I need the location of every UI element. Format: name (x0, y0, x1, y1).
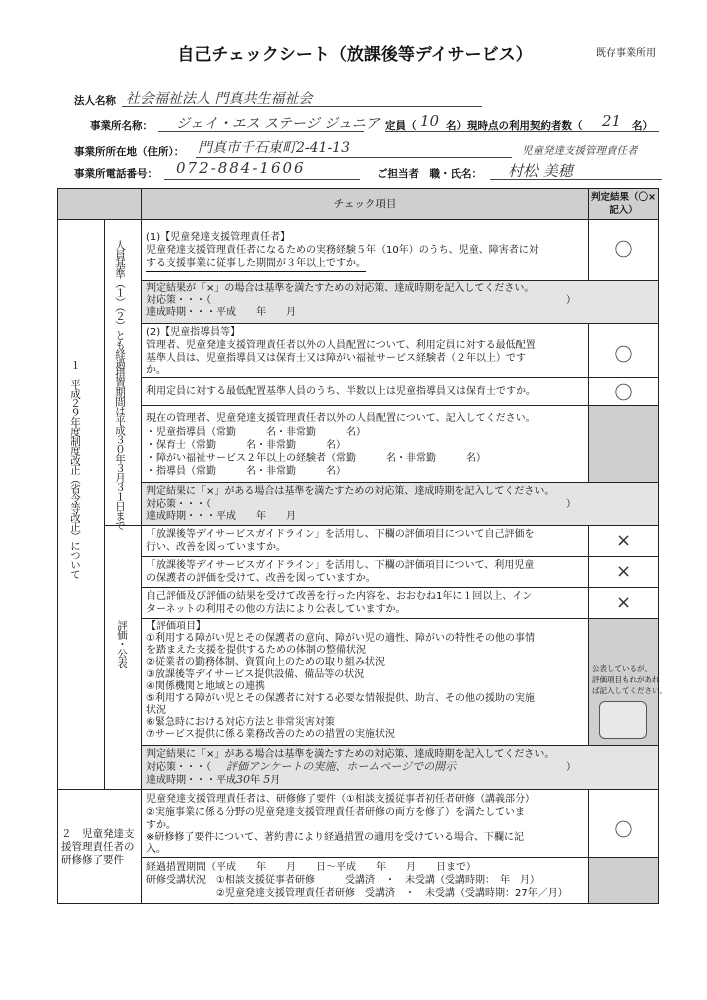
contracts-value: 21 (602, 112, 622, 130)
row-staff-allocation: 現在の管理者、児童発達支援管理責任者以外の人員配置について、記入してください。 ・児童指導員（常勤 名・非常勤 名） ・保育士（常勤 名・非常勤 名） ・障がい福祉サービス２年以上の経験者（常勤 名・非常勤 名） ・指導員（常勤 名・非常勤 名） (141, 405, 589, 483)
section1-label: １ 平成２９年度制度改正（省令等改正）について (69, 360, 81, 579)
office-value: ジェイ・エス ステージ ジュニア (176, 116, 380, 132)
address-label: 事業所所在地（住所）： (74, 146, 185, 158)
capacity-label: 定員（ (385, 120, 417, 132)
row-half-staff: 利用定員に対する最低配置基準人員のうち、半数以上は児童指導員又は保育士ですか。 (141, 377, 589, 406)
corp-value: 社会福祉法人 門真共生福祉会 (126, 91, 313, 107)
corp-label: 法人名称 (74, 95, 116, 107)
contracts-label: 名）現時点の利用契約者数（ (446, 120, 583, 132)
row-self-evaluation: 「放課後等デイサービスガイドライン」を活用し、下欄の評価項目について自己評価を 行い、改善を図っていますか。 (141, 525, 589, 557)
achievement-year: 30 (236, 773, 250, 786)
row-child-instructor: (2)【児童指導員等】 管理者、児童発達支援管理責任者以外の人員配置について、利用定員に対する最低配置 基準人員は、児童指導員又は保育士又は障がい福祉サービス経験者（２年以上）です か。 (141, 323, 589, 378)
row-countermeasure-2: 判定結果に「×」がある場合は基準を満たすための対応策、達成時期を記入してください。 対応策・・・（ ） 達成時期・・・平成 年 月 (141, 482, 659, 526)
result-mark-5[interactable]: × (615, 561, 632, 582)
address-value: 門真市千石東町2-41-13 (198, 140, 350, 156)
office-label: 事業所名称： (90, 120, 153, 132)
row-guardian-evaluation: 「放課後等デイサービスガイドライン」を活用し、下欄の評価項目について、利用児童 の保護者の評価を受けて、改善を図っていますか。 (141, 556, 589, 588)
person-name: 村松 美穂 (508, 162, 573, 180)
row-training-requirement: 児童発達支援管理責任者は、研修修了要件（①相談支援従事者初任者研修（講義部分） ②実施事業に係る分野の児童発達支援管理責任者研修の両方を修了）を満たしていま すか。 ※研修修了要件について、著約書により経過措置の適用を受けている場合、下欄に記 入。 (141, 789, 589, 858)
page-title: 自己チェックシート（放課後等デイサービス） (177, 45, 533, 65)
row-countermeasure-3: 判定結果に「×」がある場合は基準を満たすための対応策、達成時期を記入してください。 対応策・・・（ 評価アンケートの実施、ホームページでの開示 ） 達成時期・・・平成30年 5月 (141, 745, 659, 790)
row-evaluation-items: 【評価項目】 ①利用する障がい児とその保護者の意向、障がい児の適性、障がいの特性その他の事情 を踏まえた支援を提供するための体制の整備状況 ②従業者の勤務体制、資質向上のための取り組み状況 ③放課後等デイサービス提供設備、備品等の状況 ④関係機関と地域との連携 ⑤利用する障がい児とその保護者に対する必要な情報提供、助言、その他の援助の実施 状況 ⑥緊急時における対応方法と非常災害対策 ⑦サービス提供に係る業務改善のための措置の実施状況 (141, 618, 589, 746)
jinin-label: 人員基準（１）（２）とも経過措置期間は平成３０年３月３１日まで (114, 240, 126, 530)
contracts-label-end: 名） (632, 120, 653, 132)
phone-value: 072-884-1606 (176, 159, 306, 177)
capacity-value: 10 (420, 112, 440, 130)
achievement-month: 5 (263, 773, 271, 786)
result-mark-4[interactable]: × (615, 530, 632, 551)
phone-label: 事業所電話番号： (74, 168, 158, 180)
result-mark-7[interactable]: 〇 (614, 820, 633, 841)
result-header: 判定結果（〇×記入） (588, 188, 659, 220)
row-transition-period: 経過措置期間（平成 年 月 日～平成 年 月 日まで） 研修受講状況 ①相談支援従事者研修 受講済 ・ 未受講（受講時期： 年 月） ②児童発達支援管理責任者研修 受講済 ・ 未受講（受講時期：27年／月） (141, 857, 589, 904)
evaluation-note-cell: 公表しているが、 評価項目もれがあれ ば記入してください。 (588, 618, 659, 746)
result-mark-1[interactable]: 〇 (614, 240, 633, 261)
section2-label: ２ 児童発達支 援管理責任者の 研修修了要件 (57, 789, 142, 904)
result-mark-6[interactable]: × (615, 592, 632, 613)
person-title: 児童発達支援管理責任者 (522, 145, 638, 157)
row-countermeasure-1: 判定結果が「×」の場合は基準を満たすための対応策、達成時期を記入してください。 対応策・・・（ ） 達成時期・・・平成 年 月 (141, 280, 659, 324)
countermeasure-handwritten: 評価アンケートの実施、ホームページでの開示 (226, 760, 457, 773)
person-label: ご担当者 職・氏名： (377, 168, 482, 180)
result-mark-3[interactable]: 〇 (614, 383, 633, 404)
result-mark-2[interactable]: 〇 (614, 345, 633, 366)
corner-label: 既存事業所用 (596, 48, 656, 59)
hyoka-label: 評価・公表 (116, 620, 128, 668)
check-item-header: チェック項目 (141, 188, 589, 220)
row-publication: 自己評価及び評価の結果を受けて改善を行った内容を、おおむね1年に１回以上、イン ターネットの利用その他の方法により公表していますか。 (141, 587, 589, 619)
row-dev-manager: (1)【児童発達支援管理責任者】 児童発達支援管理責任者になるための実務経験５年（10年）のうち、児童、障害者に対 する支援事業に従事した期間が３年以上ですか。 (141, 219, 589, 281)
